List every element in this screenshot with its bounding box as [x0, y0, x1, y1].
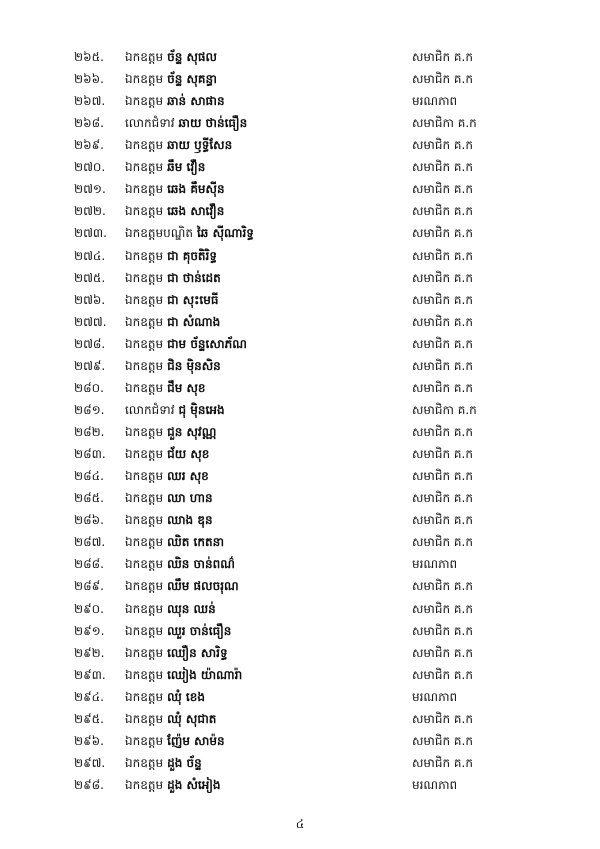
list-item — [0, 532, 600, 553]
entry-number: ២៩០. — [74, 601, 104, 616]
honorific: ឯកឧត្តម — [125, 380, 164, 395]
entry-number: ២៧៦. — [74, 292, 106, 307]
member-name: ឈួរ ចាន់ធឿន — [167, 623, 232, 638]
entry-title — [125, 599, 216, 620]
member-name: ច័ន្ទ សុគន្ធា — [167, 72, 217, 87]
entry-number: ២៧៥. — [74, 270, 106, 285]
member-name: ជិន ម៉ិនសិន — [167, 358, 221, 373]
honorific: ឯកឧត្តម — [125, 667, 164, 682]
list-item — [0, 201, 600, 222]
list-item — [0, 47, 600, 68]
member-status: សមាជិក គ.ក — [412, 138, 473, 153]
entry-number: ២៦៧. — [74, 94, 106, 109]
member-status: សមាជិក គ.ក — [412, 204, 473, 219]
member-name: ឆេង សាវឿន — [167, 204, 225, 219]
list-item — [0, 312, 600, 333]
list-item — [0, 356, 600, 377]
entry-number: ២៨៣. — [74, 447, 106, 462]
member-name: ជ័យ សុខ — [167, 447, 210, 462]
member-status: សមាជិក គ.ក — [412, 226, 473, 241]
member-status: សមាជិក គ.ក — [412, 270, 473, 285]
entry-number: ២៧៣. — [74, 226, 107, 241]
member-status: សមាជិក គ.ក — [412, 336, 473, 351]
member-status: សមាជិក គ.ក — [412, 667, 473, 682]
entry-number: ២៩៦. — [74, 733, 104, 748]
list-item — [0, 290, 600, 311]
entry-number: ២៩៣. — [74, 667, 106, 682]
list-item — [0, 246, 600, 267]
honorific: ឯកឧត្តម — [125, 645, 164, 660]
entry-number: ២៧១. — [74, 182, 106, 197]
honorific: ឯកឧត្តម — [125, 336, 164, 351]
entry-number: ២៩៥. — [74, 711, 104, 726]
member-status: មរណភាព — [412, 777, 458, 792]
member-name: ជាម ច័ន្ទសោភ័ណ — [167, 336, 247, 351]
member-name: ដួង ច័ន្ទ — [167, 755, 202, 770]
honorific: ឯកឧត្តម — [125, 513, 164, 528]
list-item — [0, 775, 600, 796]
member-name: ជឹម សុខ — [167, 380, 206, 395]
member-name: ច័ន្ទ សុផល — [167, 50, 217, 64]
entry-number: ២៩៧. — [74, 755, 106, 770]
member-name: ឈឿន សារិទ្ធ — [167, 645, 228, 660]
member-status: សមាជិក គ.ក — [412, 755, 473, 770]
member-status: សមាជិក គ.ក — [412, 491, 473, 506]
entry-number: ២៨១. — [74, 402, 105, 417]
list-item — [0, 599, 600, 620]
entry-title — [125, 665, 242, 686]
honorific: ឯកឧត្តម — [125, 138, 164, 153]
honorific: ឯកឧត្តម — [125, 314, 164, 329]
honorific: ឯកឧត្តម — [125, 557, 164, 572]
honorific: ឯកឧត្តម — [125, 777, 164, 792]
list-item — [0, 334, 600, 355]
member-status: សមាជិក គ.ក — [412, 72, 473, 87]
member-status: សមាជិក គ.ក — [412, 50, 473, 64]
list-item — [0, 378, 600, 399]
honorific: ឯកឧត្តម — [125, 248, 164, 263]
entry-title — [125, 621, 231, 642]
member-name: ជា សុះមេធី — [167, 292, 219, 307]
entry-title — [125, 753, 202, 774]
member-name: ញ៉ែម សាម៉ន — [167, 733, 225, 748]
list-item — [0, 510, 600, 531]
member-status: មរណភាព — [412, 94, 458, 109]
honorific: ឯកឧត្តម — [125, 292, 164, 307]
entry-number: ២៩១. — [74, 623, 105, 638]
member-status: សមាជិក គ.ក — [412, 292, 473, 307]
member-name: ឈុំ ខេង — [167, 689, 205, 704]
member-name: ជា គុចតិរិទ្ធ — [167, 248, 217, 263]
entry-number: ២៧២. — [74, 204, 106, 219]
member-name: ឆាយ ថាន់ធឿន — [178, 116, 248, 131]
entry-title — [125, 775, 221, 796]
list-item — [0, 554, 600, 575]
list-item — [0, 69, 600, 90]
honorific: លោកជំទាវ — [125, 402, 175, 417]
entry-number: ២៩៨. — [74, 777, 104, 792]
list-item — [0, 643, 600, 664]
entry-title — [125, 157, 205, 178]
list-item — [0, 687, 600, 708]
entry-title — [125, 290, 218, 311]
entry-number: ២៨០. — [74, 380, 104, 395]
list-item — [0, 400, 600, 421]
entry-title — [125, 69, 217, 90]
entry-title — [125, 135, 232, 156]
member-name: ឆឹម វឿន — [167, 160, 206, 175]
entry-title — [125, 488, 213, 509]
honorific: ឯកឧត្តម — [125, 204, 164, 219]
entry-title — [125, 709, 216, 730]
member-status: សមាជិក គ.ក — [412, 711, 473, 726]
member-name: ជា ថាន់ដេត — [167, 270, 221, 285]
member-status: សមាជិក គ.ក — [412, 358, 473, 373]
member-name: ឆាយ ឫទ្ធីសែន — [167, 138, 233, 153]
member-status: សមាជិក គ.ក — [412, 380, 473, 395]
honorific: ឯកឧត្តម — [125, 72, 164, 87]
member-status: សមាជិក គ.ក — [412, 469, 473, 484]
honorific: ឯកឧត្តមបណ្ឌិត — [125, 226, 193, 241]
member-name: ឈា ហាន — [167, 491, 213, 506]
list-item — [0, 731, 600, 752]
entry-number: ២៦៩. — [74, 138, 104, 153]
list-item — [0, 576, 600, 597]
honorific: លោកជំទាវ — [125, 116, 175, 131]
list-item — [0, 621, 600, 642]
honorific: ឯកឧត្តម — [125, 579, 164, 594]
honorific: ឯកឧត្តម — [125, 358, 164, 373]
member-name: ដួង សំអៀង — [167, 777, 221, 792]
entry-number: ២៩៤. — [74, 689, 104, 704]
honorific: ឯកឧត្តម — [125, 755, 164, 770]
member-status: សមាជិកា គ.ក — [412, 402, 477, 417]
entry-title — [125, 179, 225, 200]
entry-title — [125, 334, 247, 355]
list-item — [0, 113, 600, 134]
member-status: សមាជិក គ.ក — [412, 645, 473, 660]
member-name: ឈាង ឌុន — [167, 513, 213, 528]
entry-title — [125, 532, 224, 553]
entry-number: ២៧៧. — [74, 314, 107, 329]
entry-title — [125, 113, 247, 134]
member-status: សមាជិក គ.ក — [412, 160, 473, 175]
entry-title — [125, 400, 225, 421]
list-item — [0, 91, 600, 112]
honorific: ឯកឧត្តម — [125, 469, 164, 484]
entry-number: ២៨៨. — [74, 557, 104, 572]
member-name: ឈិន ចាន់ពណ៌ — [167, 557, 235, 572]
member-status: សមាជិក គ.ក — [412, 248, 473, 263]
member-status: សមាជិក គ.ក — [412, 579, 473, 594]
member-name: ឆៃ ស៊ីណារិទ្ធ — [196, 226, 254, 241]
member-name: ឈឹម ផលចរុណ — [167, 579, 239, 594]
entry-number: ២៦៨. — [74, 116, 104, 131]
entry-number: ២៨៩. — [74, 579, 104, 594]
member-name: ឈុន ឈន់ — [167, 601, 216, 616]
entry-title — [125, 554, 235, 575]
honorific: ឯកឧត្តម — [125, 425, 164, 440]
list-item — [0, 665, 600, 686]
entry-number: ២៧៨. — [74, 336, 106, 351]
entry-number: ២៧០. — [74, 160, 106, 175]
list-item — [0, 753, 600, 774]
member-status: សមាជិក គ.ក — [412, 535, 473, 550]
entry-number: ២៦៥. — [74, 50, 104, 64]
entry-title — [125, 312, 220, 333]
honorific: ឯកឧត្តម — [125, 601, 164, 616]
page-number: ៤ — [295, 817, 305, 831]
honorific: ឯកឧត្តម — [125, 623, 164, 638]
entry-number: ២៨៥. — [74, 491, 104, 506]
member-name: ឈៀង យ៉ាណារ៉ា — [167, 667, 243, 682]
honorific: ឯកឧត្តម — [125, 94, 164, 109]
entry-title — [125, 643, 228, 664]
entry-number: ២៨៤. — [74, 469, 104, 484]
entry-number: ២៧៩. — [74, 358, 106, 373]
member-status: សមាជិក គ.ក — [412, 513, 473, 528]
member-status: សមាជិក គ.ក — [412, 425, 473, 440]
list-item — [0, 179, 600, 200]
member-name: ជុ ម៉ិនអេង — [178, 402, 225, 417]
member-name: ឈុំ សុជាត — [167, 711, 217, 726]
entry-number: ២៧៤. — [74, 248, 106, 263]
entry-title — [125, 422, 216, 443]
honorific: ឯកឧត្តម — [125, 50, 164, 64]
entry-number: ២៩២. — [74, 645, 105, 660]
honorific: ឯកឧត្តម — [125, 535, 164, 550]
honorific: ឯកឧត្តម — [125, 182, 164, 197]
honorific: ឯកឧត្តម — [125, 447, 164, 462]
entry-number: ២៨២. — [74, 425, 105, 440]
list-item — [0, 488, 600, 509]
entry-title — [125, 510, 213, 531]
entry-title — [125, 378, 206, 399]
entry-title — [125, 466, 209, 487]
member-status: សមាជិកា គ.ក — [412, 116, 477, 131]
entry-title — [125, 356, 221, 377]
member-status: មរណភាព — [412, 557, 458, 572]
member-name: ឈរ សុខ — [167, 469, 209, 484]
member-status: សមាជិក គ.ក — [412, 314, 473, 329]
list-item — [0, 422, 600, 443]
list-item — [0, 157, 600, 178]
member-status: សមាជិក គ.ក — [412, 733, 473, 748]
entry-number: ២៨៦. — [74, 513, 104, 528]
entry-title — [125, 687, 205, 708]
list-item — [0, 709, 600, 730]
member-name: ឆេង គឹមស៊ីន — [167, 182, 225, 197]
honorific: ឯកឧត្តម — [125, 689, 164, 704]
member-status: សមាជិក គ.ក — [412, 601, 473, 616]
honorific: ឯកឧត្តម — [125, 270, 164, 285]
entry-number: ២៦៦. — [74, 72, 104, 87]
honorific: ឯកឧត្តម — [125, 491, 164, 506]
list-item — [0, 444, 600, 465]
member-name: ជួន សុវណ្ណ — [167, 425, 217, 440]
member-name: ឈិត កេតនា — [167, 535, 225, 550]
entry-title — [125, 576, 239, 597]
list-item — [0, 223, 600, 244]
member-name: ឆាន់ សាផាន — [167, 94, 225, 109]
member-status: សមាជិក គ.ក — [412, 623, 473, 638]
entry-title — [125, 246, 217, 267]
member-status: សមាជិក គ.ក — [412, 182, 473, 197]
honorific: ឯកឧត្តម — [125, 711, 164, 726]
entry-title — [125, 444, 209, 465]
list-item — [0, 268, 600, 289]
list-item — [0, 466, 600, 487]
list-item — [0, 135, 600, 156]
member-status: មរណភាព — [412, 689, 458, 704]
entry-title — [125, 91, 225, 112]
entry-title — [125, 47, 217, 68]
honorific: ឯកឧត្តម — [125, 733, 164, 748]
entry-title — [125, 223, 254, 244]
entry-number: ២៨៧. — [74, 535, 106, 550]
entry-title — [125, 731, 225, 752]
member-name: ជា សំណាង — [167, 314, 221, 329]
honorific: ឯកឧត្តម — [125, 160, 164, 175]
entry-title — [125, 268, 221, 289]
entry-title — [125, 201, 224, 222]
member-status: សមាជិក គ.ក — [412, 447, 473, 462]
